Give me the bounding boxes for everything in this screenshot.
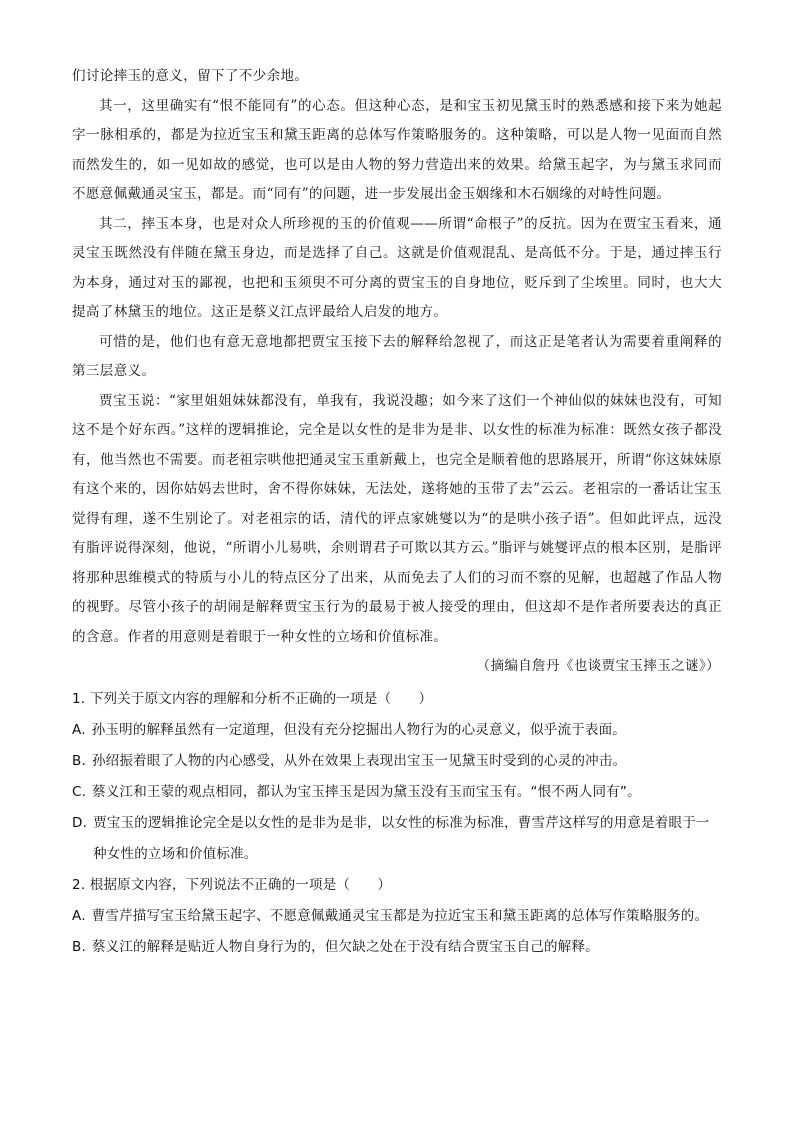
passage-paragraph: 可惜的是，他们也有意无意地都把贾宝玉接下去的解释给忽视了，而这正是笔者认为需要着重阐释的第三层意义。 (72, 333, 722, 379)
option-a[interactable] (72, 901, 722, 932)
option-letter: B. (72, 938, 86, 955)
option-text: 蔡义江和王蒙的观点相同，都认为宝玉摔玉是因为黛玉没有玉而宝玉有。“恨不两人同有”。 (92, 783, 641, 800)
question-list (72, 684, 722, 963)
passage-source: （摘编自詹丹《也谈贾宝玉摔玉之谜》） (476, 658, 720, 674)
option-b[interactable] (72, 932, 722, 963)
question-stem: 2. 根据原文内容，下列说法不正确的一项是（ ） (72, 876, 392, 893)
option-text: 孙玉明的解释虽然有一定道理，但没有充分挖掘出人物行为的心灵意义，似乎流于表面。 (91, 721, 627, 738)
option-text: 曹雪芹描写宝玉给黛玉起字、不愿意佩戴通灵宝玉都是为拉近宝玉和黛玉距离的总体写作策略服务的。 (91, 907, 709, 924)
option-letter: A. (72, 907, 86, 924)
option-letter: A. (72, 721, 86, 738)
option-c[interactable] (72, 777, 722, 808)
passage-paragraph: 们讨论摔玉的意义，留下了不少余地。 (72, 68, 309, 84)
option-a[interactable] (72, 715, 722, 746)
option-text: 贾宝玉的逻辑推论完全是以女性的是非为是非，以女性的标准为标准，曹雪芹这样写的用意是着眼于一种女性的立场和价值标准。 (93, 814, 710, 862)
option-text: 孙绍振着眼了人物的内心感受，从外在效果上表现出宝玉一见黛玉时受到的心灵的冲击。 (91, 752, 627, 769)
question-1 (72, 684, 722, 870)
option-letter: C. (72, 783, 87, 800)
question-stem: 1. 下列关于原文内容的理解和分析不正确的一项是（ ） (72, 690, 433, 707)
passage-paragraph: 贾宝玉说：“家里姐姐妹妹都没有，单我有，我说没趣；如今来了这们一个神仙似的妹妹也没有，可知这不是个好东西。”这样的逻辑推论，完全是以女性的是非为是非、以女性的标准为标准：既然女孩子都没有，他当然也不需要。而老祖宗哄他把通灵宝玉重新戴上，也完全是顺着他的思路展开，所谓“你这妹妹原有这个来的，因你姑妈去世时，舍不得你妹妹，无法处，遂将她的玉带了去”云云。老祖宗的一番话让宝玉觉得有理，遂不生别论了。对老祖宗的话，清代的评点家姚燮以为“的是哄小孩子语”。但如此评点，远没有脂评说得深刻，他说，“所谓小儿易哄，余则谓君子可欺以其方云。”脂评与姚燮评点的根本区别，是脂评将那种思维模式的特质与小儿的特点区分了出来，从而免去了人们的习而不察的见解，也超越了作品人物的视野。尽管小孩子的胡闹是解释贾宝玉行为的最易于被人接受的理由，但这却不是作者所要表达的真正的含意。作者的用意则是着眼于一种女性的立场和价值标准。 (72, 392, 722, 645)
passage-paragraph: 其一，这里确实有“恨不能同有”的心态。但这种心态，是和宝玉初见黛玉时的熟悉感和接下来为她起字一脉相承的，都是为拉近宝玉和黛玉距离的总体写作策略服务的。这种策略，可以是人物一见面而自然而然发生的，如一见如故的感觉，也可以是由人物的努力营造出来的效果。给黛玉起字，为与黛玉求同而不愿意佩戴通灵宝玉，都是。而“同有”的问题，进一步发展出金玉姻缘和木石姻缘的对峙性问题。 (72, 97, 722, 202)
document-page (72, 62, 722, 963)
option-letter: B. (72, 752, 86, 769)
option-d[interactable] (72, 808, 722, 870)
option-b[interactable] (72, 746, 722, 777)
question-2 (72, 870, 722, 963)
option-letter: D. (72, 814, 88, 831)
reading-passage (72, 62, 722, 652)
passage-paragraph: 其二，摔玉本身，也是对众人所珍视的玉的价值观——所谓“命根子”的反抗。因为在贾宝玉看来，通灵宝玉既然没有伴随在黛玉身边，而是选择了自己。这就是价值观混乱、是高低不分。于是，通过摔玉行为本身，通过对玉的鄙视，也把和玉须臾不可分离的贾宝玉的自身地位，贬斥到了尘埃里。同时，也大大提高了林黛玉的地位。这正是蔡义江点评最给人启发的地方。 (72, 215, 722, 320)
option-text: 蔡义江的解释是贴近人物自身行为的，但欠缺之处在于没有结合贾宝玉自己的解释。 (91, 938, 599, 955)
